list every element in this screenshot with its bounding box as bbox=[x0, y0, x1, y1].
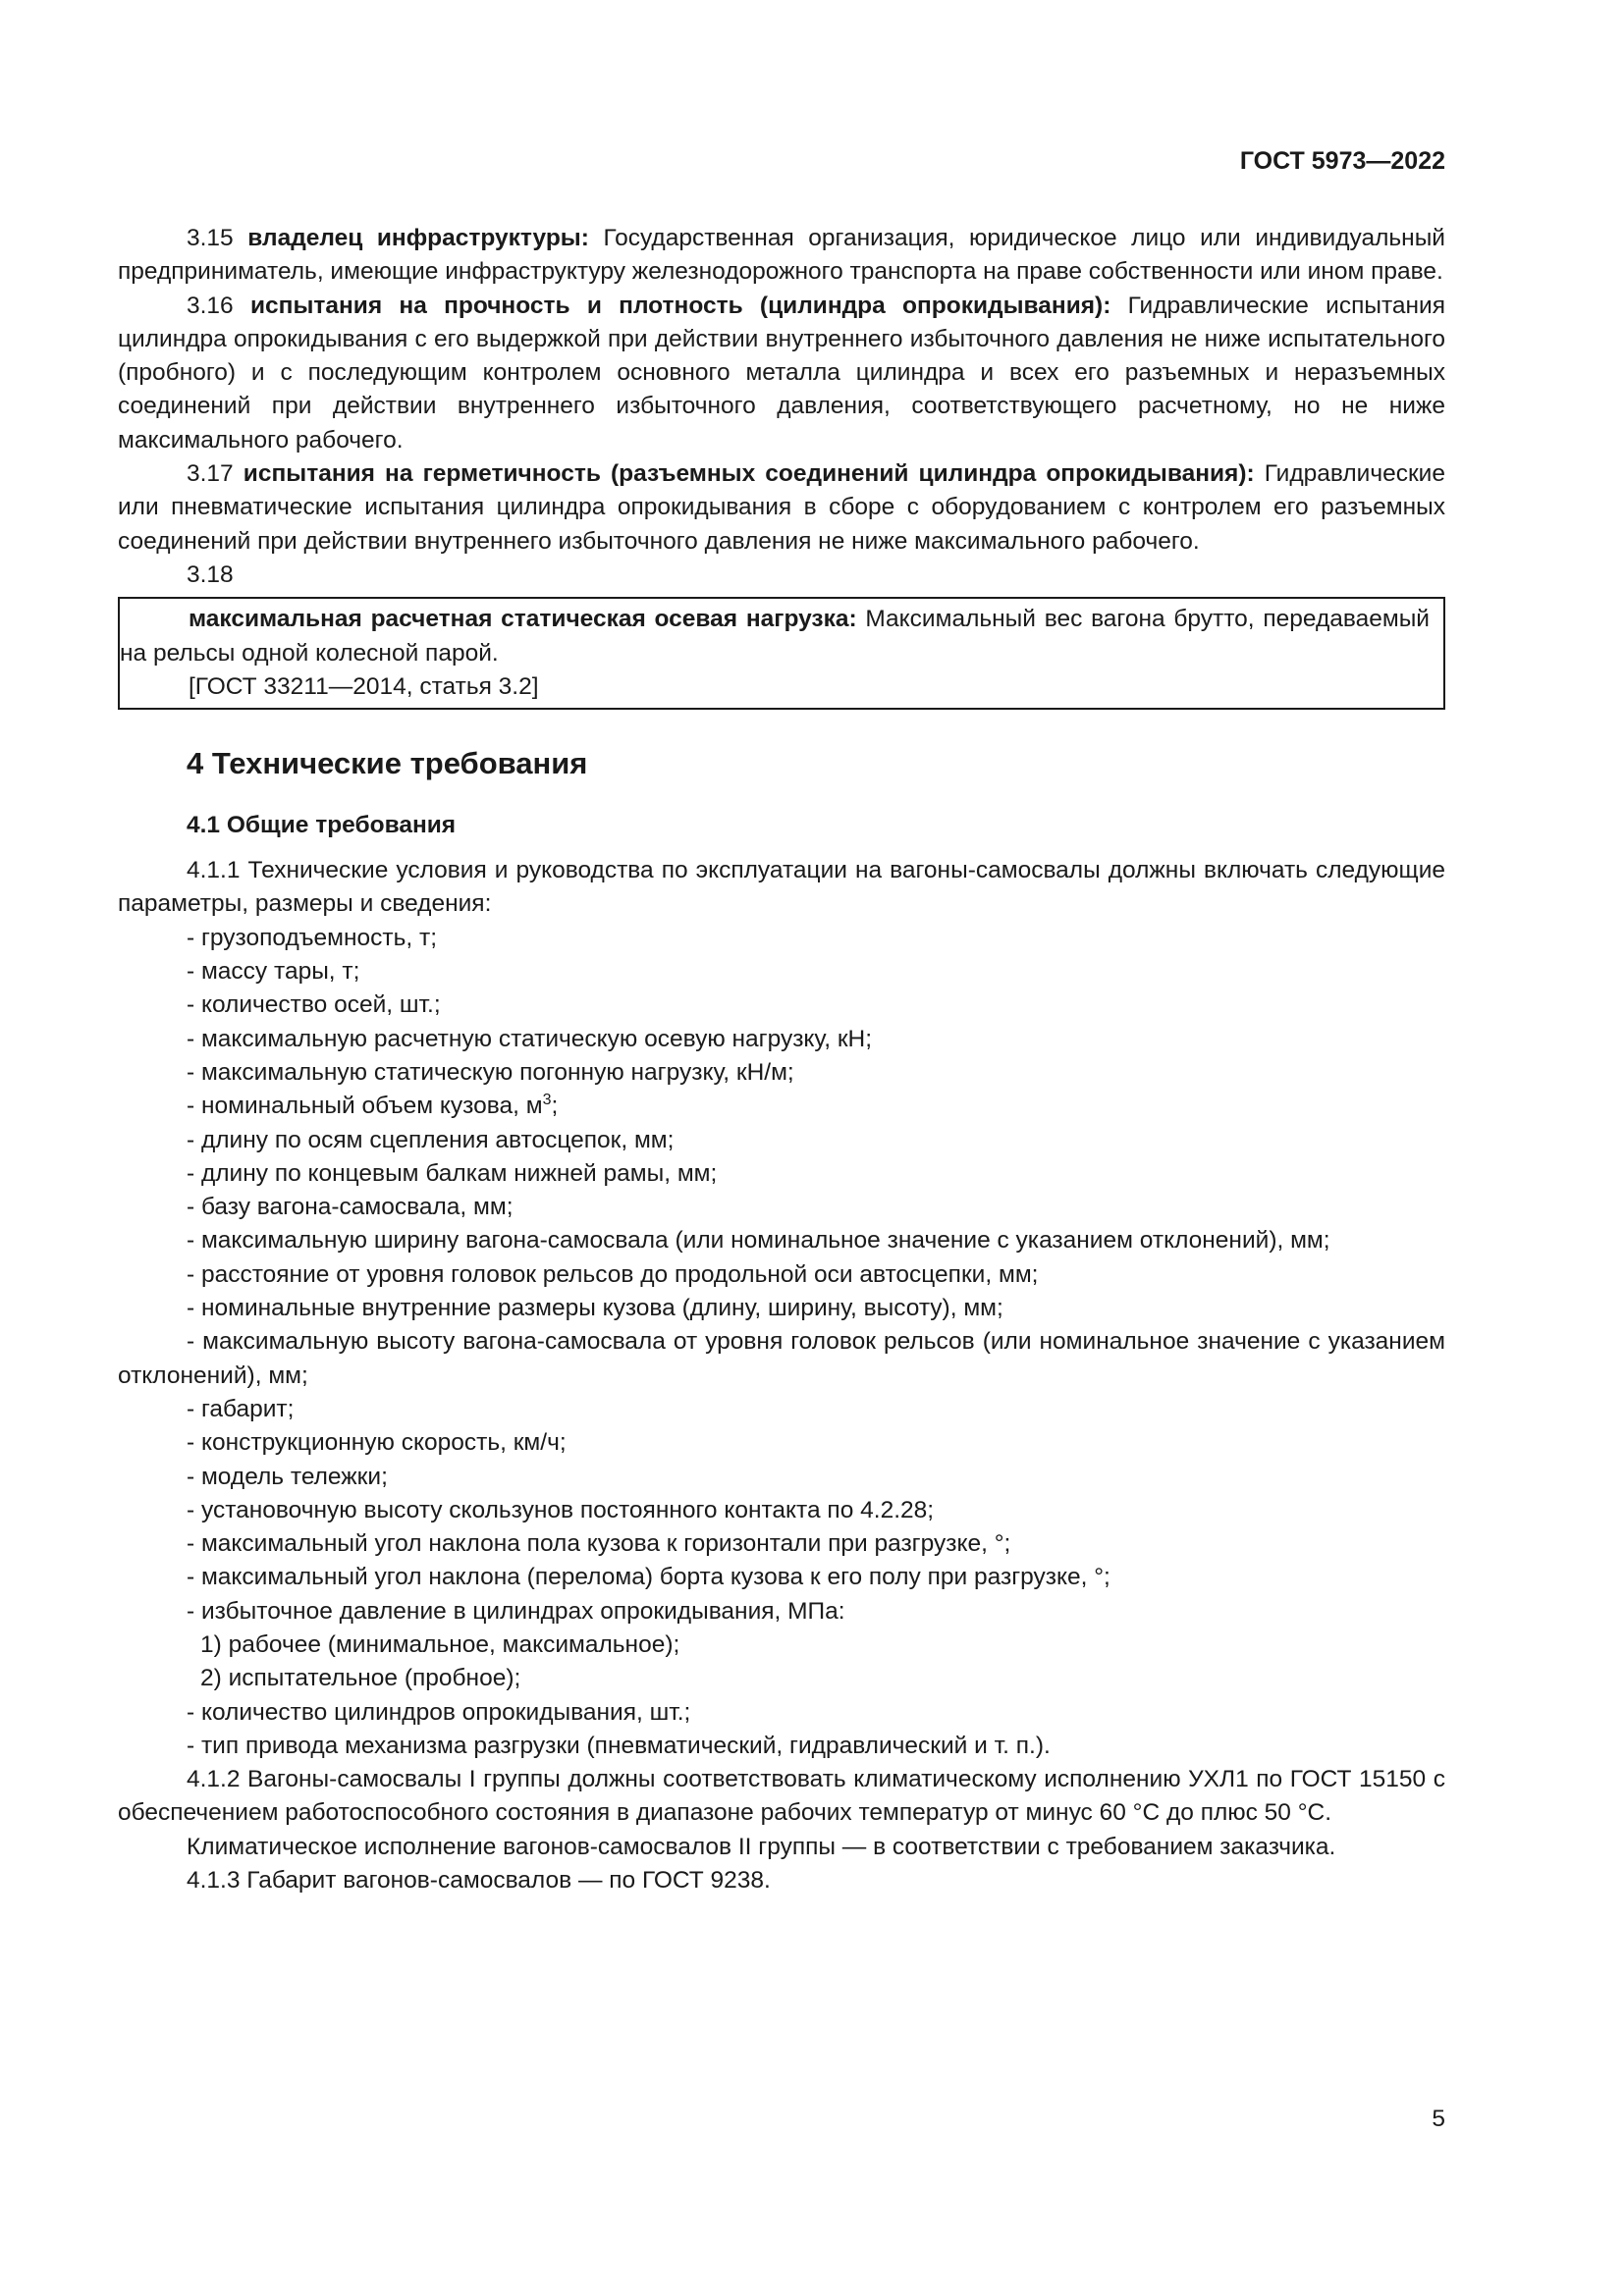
paragraph-4-1-3: 4.1.3 Габарит вагонов-самосвалов — по ГОСТ 9238. bbox=[187, 1867, 771, 1895]
list-item: - длину по осям сцепления автосцепок, мм; bbox=[187, 1126, 675, 1153]
list-item: - количество осей, шт.; bbox=[187, 991, 441, 1019]
clause-term: максимальная расчетная статическая осевая нагрузка: bbox=[189, 606, 857, 633]
sub-list-item: 2) испытательное (пробное); bbox=[200, 1665, 521, 1692]
clause-term: испытания на герметичность (разъемных соединений цилиндра опрокидывания): bbox=[243, 460, 1255, 488]
list-item: - номинальные внутренние размеры кузова (длину, ширину, высоту), мм; bbox=[187, 1295, 1003, 1322]
clause-term: испытания на прочность и плотность (цилиндра опрокидывания): bbox=[249, 292, 1111, 319]
list-item: - массу тары, т; bbox=[187, 958, 360, 986]
clause-3-16 bbox=[118, 290, 1445, 457]
section-heading: 4 Технические требования bbox=[187, 746, 588, 781]
clause-source-reference: [ГОСТ 33211—2014, статья 3.2] bbox=[189, 672, 539, 700]
paragraph-4-1-1: 4.1.1 Технические условия и руководства по эксплуатации на вагоны-самосвалы должны включать следующие параметры, размеры и сведения: bbox=[118, 857, 1445, 918]
list-item: - расстояние от уровня головок рельсов до продольной оси автосцепки, мм; bbox=[187, 1260, 1039, 1288]
clause-text: Гидравлические испытания цилиндра опрокидывания с его выдержкой при действии внутреннего избыточного давления не ниже испытательного (пробного) и с последующим контролем основного металла цилиндра и всех его разъемных и неразъемных соединений при действии внутреннего избыточного давления, соответствующего расчетному, но не ниже максимального рабочего. bbox=[118, 292, 1445, 454]
list-item: - модель тележки; bbox=[187, 1463, 388, 1490]
clause-term: владелец инфраструктуры: bbox=[247, 225, 589, 251]
list-item-tail: ; bbox=[551, 1093, 559, 1120]
clause-3-18 bbox=[120, 603, 1430, 670]
list-item: - габарит; bbox=[187, 1395, 295, 1422]
list-item: - максимальный угол наклона пола кузова к горизонтали при разгрузке, °; bbox=[187, 1530, 1011, 1558]
list-item: - базу вагона-самосвала, мм; bbox=[187, 1194, 514, 1221]
list-item: - максимальную ширину вагона-самосвала (или номинальное значение с указанием отклонений), мм; bbox=[187, 1227, 1330, 1255]
page-content bbox=[118, 222, 1445, 1897]
list-item: - максимальную высоту вагона-самосвала от уровня головок рельсов (или номинальное значение с указанием отклонений), мм; bbox=[118, 1328, 1445, 1389]
subsection-heading: 4.1 Общие требования bbox=[187, 812, 457, 839]
list-item: - максимальную статическую погонную нагрузку, кН/м; bbox=[187, 1058, 794, 1086]
clause-number: 3.17 bbox=[187, 460, 234, 488]
clause-number: 3.15 bbox=[187, 225, 234, 251]
clause-3-15 bbox=[118, 222, 1445, 290]
list-item: - избыточное давление в цилиндрах опрокидывания, МПа: bbox=[187, 1597, 845, 1625]
quoted-term-box bbox=[118, 597, 1445, 710]
clause-3-17 bbox=[118, 457, 1445, 559]
list-item: - тип привода механизма разгрузки (пневматический, гидравлический и т. п.). bbox=[187, 1732, 1051, 1759]
clause-text: Государственная организация, юридическое лицо или индивидуальный предприниматель, имеющие инфраструктуру железнодорожного транспорта на праве собственности или ином праве. bbox=[118, 225, 1445, 286]
list-item: - максимальную расчетную статическую осевую нагрузку, кН; bbox=[187, 1025, 873, 1052]
list-item bbox=[118, 1090, 1445, 1123]
list-item-text: - номинальный объем кузова, м bbox=[187, 1093, 543, 1120]
clause-number: 3.16 bbox=[187, 292, 234, 319]
list-item: - максимальный угол наклона (перелома) борта кузова к его полу при разгрузке, °; bbox=[187, 1564, 1110, 1591]
document-id-header: ГОСТ 5973—2022 bbox=[1239, 147, 1445, 175]
list-item: - конструкционную скорость, км/ч; bbox=[187, 1429, 567, 1457]
list-item: - грузоподъемность, т; bbox=[187, 924, 438, 951]
clause-text: Гидравлические или пневматические испытания цилиндра опрокидывания в сборе с оборудованием с контролем его разъемных соединений при действии внутреннего избыточного давления не ниже максимального рабочего. bbox=[118, 460, 1445, 555]
clause-3-18-number: 3.18 bbox=[187, 561, 234, 588]
sub-list-item: 1) рабочее (минимальное, максимальное); bbox=[200, 1630, 680, 1658]
list-item: - длину по концевым балкам нижней рамы, мм; bbox=[187, 1159, 718, 1187]
paragraph-4-1-2: 4.1.2 Вагоны-самосвалы I группы должны соответствовать климатическому исполнению УХЛ1 по ГОСТ 15150 с обеспечением работоспособного состояния в диапазоне рабочих температур от минус 60 °С до плюс 50 °С. bbox=[118, 1766, 1445, 1827]
clause-text: Максимальный вес вагона брутто, передаваемый на рельсы одной колесной парой. bbox=[120, 606, 1430, 667]
page-number: 5 bbox=[1432, 2106, 1445, 2132]
list-item: - установочную высоту скользунов постоянного контакта по 4.2.28; bbox=[187, 1496, 935, 1523]
list-item: - количество цилиндров опрокидывания, шт.; bbox=[187, 1698, 691, 1726]
superscript: 3 bbox=[542, 1092, 552, 1109]
paragraph-climate: Климатическое исполнение вагонов-самосвалов II группы — в соответствии с требованием заказчика. bbox=[187, 1833, 1336, 1860]
